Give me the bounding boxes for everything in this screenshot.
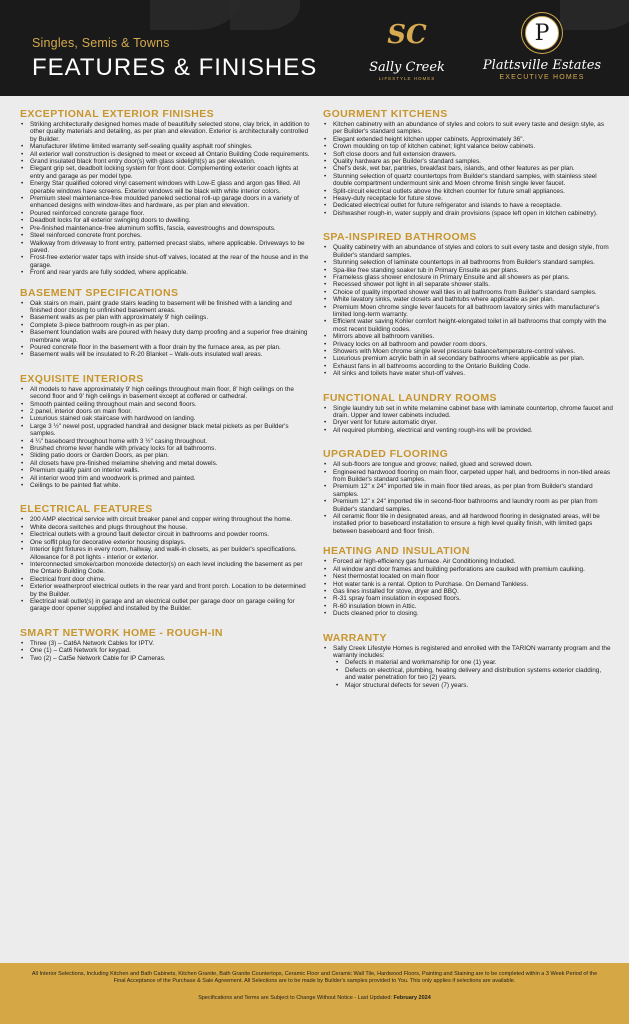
feature-item: • Sally Creek Lifestyle Homes is registered and enrolled with the TARION warranty program and the warranty includes:: [323, 645, 613, 660]
feature-item: • Premium 12" x 24" imported tile in main floor tiled areas, as per plan from Builder's standard samples.: [323, 483, 613, 498]
feature-item: • 4 ¼" baseboard throughout home with 3 ½" casing throughout.: [20, 438, 310, 445]
feature-item: • Complete 3-piece bathroom rough-in as per plan.: [20, 322, 310, 329]
spec-prefix: Specifications and Terms are Subject to Change Without Notice - Last Updated:: [198, 995, 392, 1001]
feature-item: • Poured concrete floor in the basement with a floor drain by the furnace area, as per plan.: [20, 344, 310, 351]
feature-item: • All sub-floors are tongue and groove; nailed, glued and screwed down.: [323, 461, 613, 468]
feature-item: • Interconnected smoke/carbon monoxide detector(s) on each level including the basement as per the Ontario Building Code.: [20, 561, 310, 576]
feature-item: • Premium quality paint on interior walls.: [20, 467, 310, 474]
feature-item: • Walkway from driveway to front entry, patterned precast slabs, where applicable. Driveways to be paved.: [20, 240, 310, 255]
section-title: SMART NETWORK HOME - ROUGH-IN: [20, 626, 223, 639]
feature-item: • White lavatory sinks, water closets and bathtubs where applicable as per plan.: [323, 296, 613, 303]
feature-item: • All interior wood trim and woodwork is primed and painted.: [20, 475, 310, 482]
sally-creek-monogram: SC: [387, 20, 427, 50]
feature-item: • Efficient water saving Kohler comfort height-elongated toilet in all bathrooms that comply with the most recent building codes.: [323, 318, 613, 333]
feature-item: • Stunning selection of quartz countertops from Builder's standard samples, with stainless steel double compartment undermount sink and Moen chrome finish single lever faucet.: [323, 173, 613, 188]
feature-list: [20, 516, 310, 612]
feature-item: • Basement foundation walls are poured with heavy duty damp proofing and a superior free draining membrane wrap.: [20, 329, 310, 344]
feature-item: • Striking architecturally designed homes made of beautifully selected stone, clay brick, in addition to other quality materials and detailing, as per plan and elevation. Exterior is architecturally controlled by Builder.: [20, 121, 310, 143]
feature-item: • Exterior weatherproof electrical outlets in the rear yard and front porch. Location to be determined by the Builder.: [20, 583, 310, 598]
section-title: EXCEPTIONAL EXTERIOR FINISHES: [20, 108, 215, 120]
section-warranty: [323, 632, 613, 689]
feature-item: • Poured reinforced concrete garage floor.: [20, 210, 310, 217]
warranty-subitem: • Major structural defects for seven (7) years.: [335, 682, 613, 689]
section-exquisite-interiors: [20, 373, 310, 490]
feature-list: [20, 121, 310, 277]
footer-spec-line: [0, 995, 629, 1001]
feature-list: [323, 244, 613, 377]
plattsville-monogram: P: [525, 16, 559, 50]
feature-list: [323, 121, 613, 217]
feature-list: [323, 461, 613, 535]
section-title: GOURMENT KITCHENS: [323, 108, 448, 120]
feature-item: • Pre-finished maintenance-free aluminum soffits, fascia, eavestroughs and downspouts.: [20, 225, 310, 232]
feature-item: • Dedicated electrical outlet for future refrigerator and islands to have a receptacle.: [323, 202, 613, 209]
feature-item: • Grand insulated black front entry door(s) with glass sidelight(s) as per elevation.: [20, 158, 310, 165]
feature-item: • All sinks and toilets have water shut-off valves.: [323, 370, 613, 377]
plattsville-tagline: EXECUTIVE HOMES: [499, 74, 585, 81]
feature-item: • Showers with Moen chrome single level pressure balance/temperature-control valves.: [323, 348, 613, 355]
feature-item: • Single laundry tub set in white melamine cabinet base with laminate countertop, chrome faucet and drain. Upper and lower cabinets included.: [323, 405, 613, 420]
feature-list: [20, 640, 310, 662]
section-gourment-kitchens: [323, 108, 613, 217]
feature-item: • Quality cabinetry with an abundance of styles and colors to suit every taste and design style, from Builder's standard samples.: [323, 244, 613, 259]
feature-list: [20, 386, 310, 490]
feature-item: • Choice of quality imported shower wall tiles in all bathrooms from Builder's standard samples.: [323, 289, 613, 296]
spec-date: February 2024: [393, 995, 431, 1001]
feature-item: • Premium Moen chrome single lever faucets for all bathroom lavatory sinks with manufacturer's limited long-term warranty.: [323, 304, 613, 319]
header-banner: [0, 0, 629, 96]
feature-list: [323, 405, 613, 435]
feature-item: • All window and door frames and building perforations are caulked with premium caulking.: [323, 566, 613, 573]
section-title: HEATING AND INSULATION: [323, 545, 470, 558]
feature-item: • Brushed chrome lever handle with privacy locks for all bathrooms.: [20, 445, 310, 452]
section-title: ELECTRICAL FEATURES: [20, 503, 153, 516]
feature-item: • Mirrors above all bathroom vanities.: [323, 333, 613, 340]
section-functional-laundry-rooms: [323, 392, 613, 435]
feature-item: • Quality hardware as per Builder's standard samples.: [323, 158, 613, 165]
section-title: WARRANTY: [323, 631, 387, 644]
feature-item: • R-31 spray foam insulation in exposed floors.: [323, 595, 613, 602]
feature-item: • Interior light fixtures in every room, hallway, and walk-in closets, as per builder's specifications. Allowance for 8 pot lights - interior or exterior.: [20, 546, 310, 561]
feature-item: • Frameless glass shower enclosure in Primary Ensuite and all showers as per plans.: [323, 274, 613, 281]
section-exceptional-exterior-finishes: [20, 108, 310, 277]
feature-item: • Nest thermostat located on main floor: [323, 573, 613, 580]
right-column: [323, 108, 613, 689]
feature-item: • Smooth painted ceiling throughout main and second floors.: [20, 401, 310, 408]
section-spa-inspired-bathrooms: [323, 231, 613, 377]
footer-banner: [0, 963, 629, 1024]
feature-item: • All required plumbing, electrical and venting rough-ins will be provided.: [323, 427, 613, 434]
feature-item: • 2 panel, interior doors on main floor.: [20, 408, 310, 415]
feature-item: • Electrical outlets with a ground fault detector circuit in bathrooms and powder rooms.: [20, 531, 310, 538]
feature-item: • Ceilings to be painted flat white.: [20, 482, 310, 489]
feature-item: • All exterior wall construction is designed to meet or exceed all Ontario Building Code requirements.: [20, 151, 310, 158]
feature-item: • Hot water tank is a rental. Option to Purchase. On Demand Tankless.: [323, 581, 613, 588]
section-electrical-features: [20, 503, 310, 612]
feature-item: • All closets have pre-finished melamine shelving and metal dowels.: [20, 460, 310, 467]
warranty-subitem: • Defects on electrical, plumbing, heating delivery and distribution systems exterior cladding, and water penetration for two (2) years.: [335, 667, 613, 682]
feature-item: • Heavy-duty receptacle for future stove.: [323, 195, 613, 202]
feature-item: • Basement walls as per plan with approximately 9' high ceilings.: [20, 314, 310, 321]
left-column: [20, 108, 310, 662]
section-upgraded-flooring: [323, 448, 613, 535]
feature-item: • All models to have approximately 9' high ceilings throughout main floor, 8' high ceilings on the second floor and 9' high ceilings in basement except at coffered or cathedral.: [20, 386, 310, 401]
feature-item: • Engineered hardwood flooring on main floor, carpeted upper hall, and bedrooms in non-tiled areas from Builder's standard samples.: [323, 469, 613, 484]
section-heating-and-insulation: [323, 545, 613, 617]
feature-item: • Stunning selection of laminate countertops in all bathrooms from Builder's standard samples.: [323, 259, 613, 266]
feature-item: • Dishwasher rough-in, water supply and drain provisions (space left open in kitchen cabinetry).: [323, 210, 613, 217]
section-basement-specifications: [20, 287, 310, 359]
feature-item: • Forced air high-efficiency gas furnace. Air Conditioning Included.: [323, 558, 613, 565]
feature-item: • Sliding patio doors or Garden Doors, as per plan.: [20, 452, 310, 459]
section-title: SPA-INSPIRED BATHROOMS: [323, 231, 477, 244]
feature-item: • Three (3) – Cat6A Network Cables for IPTV.: [20, 640, 310, 647]
feature-item: • Large 3 ½" newel post, upgraded handrail and designer black metal pickets as per Builder's samples.: [20, 423, 310, 438]
feature-item: • Luxurious premium acrylic bath in all secondary bathrooms where applicable as per plan.: [323, 355, 613, 362]
feature-item: • R-60 insulation blown in Attic.: [323, 603, 613, 610]
sally-creek-name: Sally Creek: [369, 60, 445, 75]
feature-list: [323, 558, 613, 617]
feature-item: • Recessed shower pot light in all separate shower stalls.: [323, 281, 613, 288]
warranty-subitem: • Defects in material and workmanship for one (1) year.: [335, 659, 613, 666]
feature-list: [323, 645, 613, 660]
feature-item: • Deadbolt locks for all exterior swinging doors to dwelling.: [20, 217, 310, 224]
feature-item: • Split-circuit electrical outlets above the kitchen counter for future small appliances.: [323, 188, 613, 195]
feature-item: • Elegant grip set, deadbolt locking system for front door. Complementing exterior coach lights at entry and garage as per model type.: [20, 165, 310, 180]
plattsville-name: Plattsville Estates: [482, 58, 602, 73]
section-title: UPGRADED FLOORING: [323, 448, 449, 461]
feature-item: • Steel reinforced concrete front porches.: [20, 232, 310, 239]
header-subtitle: Singles, Semis & Towns: [32, 36, 170, 50]
feature-item: • Energy Star qualified colored vinyl casement windows with Low-E glass and argon gas filled. All operable windows have screens. Exterior windows will be black with white interior colors.: [20, 180, 310, 195]
feature-item: • Privacy locks on all bathroom and powder room doors.: [323, 341, 613, 348]
feature-item: • Spa-like free standing soaker tub in Primary Ensuite as per plans.: [323, 267, 613, 274]
feature-item: • Two (2) – Cat5e Network Cable for IP Cameras.: [20, 655, 310, 662]
feature-item: • One soffit plug for decorative exterior housing displays.: [20, 539, 310, 546]
feature-item: • Chef's desk, wet bar, pantries, breakfast bars, islands, and other features as per plan.: [323, 165, 613, 172]
feature-item: • Dryer vent for future automatic dryer.: [323, 419, 613, 426]
section-title: BASEMENT SPECIFICATIONS: [20, 286, 179, 299]
feature-item: • Premium 12" x 24" imported tile in second-floor bathrooms and laundry room as per plan from Builder's standard samples.: [323, 498, 613, 513]
feature-item: • One (1) – Cat6 Network for keypad.: [20, 647, 310, 654]
leaf-decoration: [230, 0, 300, 30]
feature-item: • Electrical front door chime.: [20, 576, 310, 583]
feature-item: • Gas lines installed for stove, dryer and BBQ.: [323, 588, 613, 595]
sally-creek-logo: [352, 18, 462, 81]
feature-item: • Ducts cleaned prior to closing.: [323, 610, 613, 617]
plattsville-estates-logo: [468, 16, 616, 81]
leaf-decoration: [150, 0, 240, 30]
feature-item: • Luxurious stained oak staircase with hardwood on landing.: [20, 415, 310, 422]
page-title: FEATURES & FINISHES: [32, 54, 318, 81]
feature-item: • White decora switches and plugs throughout the house.: [20, 524, 310, 531]
feature-item: • Crown moulding on top of kitchen cabinet; light valance below cabinets.: [323, 143, 613, 150]
feature-item: • Electrical wall outlet(s) in garage and an electrical outlet per garage door on garage ceiling for garage door opener supplied and installed by the Builder.: [20, 598, 310, 613]
feature-item: • Exhaust fans in all bathrooms according to the Ontario Building Code.: [323, 363, 613, 370]
sally-creek-tagline: LIFESTYLE HOMES: [378, 76, 436, 81]
feature-item: • Basement walls will be insulated to R-20 Blanket – Walk-outs insulated wall areas.: [20, 351, 310, 358]
feature-list: [20, 300, 310, 359]
section-title: EXQUISITE INTERIORS: [20, 372, 144, 385]
feature-item: • Kitchen cabinetry with an abundance of styles and colors to suit every taste and design style, as per Builder's standard samples.: [323, 121, 613, 136]
footer-disclaimer: All Interior Selections, Including Kitchen and Bath Cabinets, Kitchen Granite, Bath Granite Countertops, Ceramic Floor and Ceramic Wall Tile, Hardwood Floors, Painting and Staining are to be completed within a 3 Week Period of the Final Acceptance of the Purchase & Sale Agreement. All Selections are to be made by Builder's samples provided to You. This only applies if selections are available.: [31, 971, 598, 984]
feature-item: • Elegant extended height kitchen upper cabinets. Approximately 36".: [323, 136, 613, 143]
feature-item: • Oak stairs on main, paint grade stairs leading to basement will be finished with a landing and finished door closing to unfinished basement areas.: [20, 300, 310, 315]
feature-item: • Manufacturer lifetime limited warranty self-sealing quality asphalt roof shingles.: [20, 143, 310, 150]
feature-item: • Soft close doors and full extension drawers.: [323, 151, 613, 158]
feature-item: • 200 AMP electrical service with circuit breaker panel and copper wiring throughout the home.: [20, 516, 310, 523]
section-title: FUNCTIONAL LAUNDRY ROOMS: [323, 391, 497, 404]
feature-item: • Front and rear yards are fully sodded, where applicable.: [20, 269, 310, 276]
section-smart-network-home-rough-in: [20, 627, 310, 662]
feature-item: • All ceramic floor tile in designated areas, and all hardwood flooring in designated areas, will be installed prior to baseboard installation to ensure a high level quality finish, with limited gaps between baseboard and floor finish.: [323, 513, 613, 535]
feature-item: • Premium steel maintenance-free moulded paneled sectional roll-up garage doors in a variety of enhanced designs with window-lites and hardware, as per plan and elevation.: [20, 195, 310, 210]
feature-item: • Frost-free exterior water taps with inside shut-off valves, located at the rear of the house and in the garage.: [20, 254, 310, 269]
warranty-sublist: [335, 659, 613, 689]
